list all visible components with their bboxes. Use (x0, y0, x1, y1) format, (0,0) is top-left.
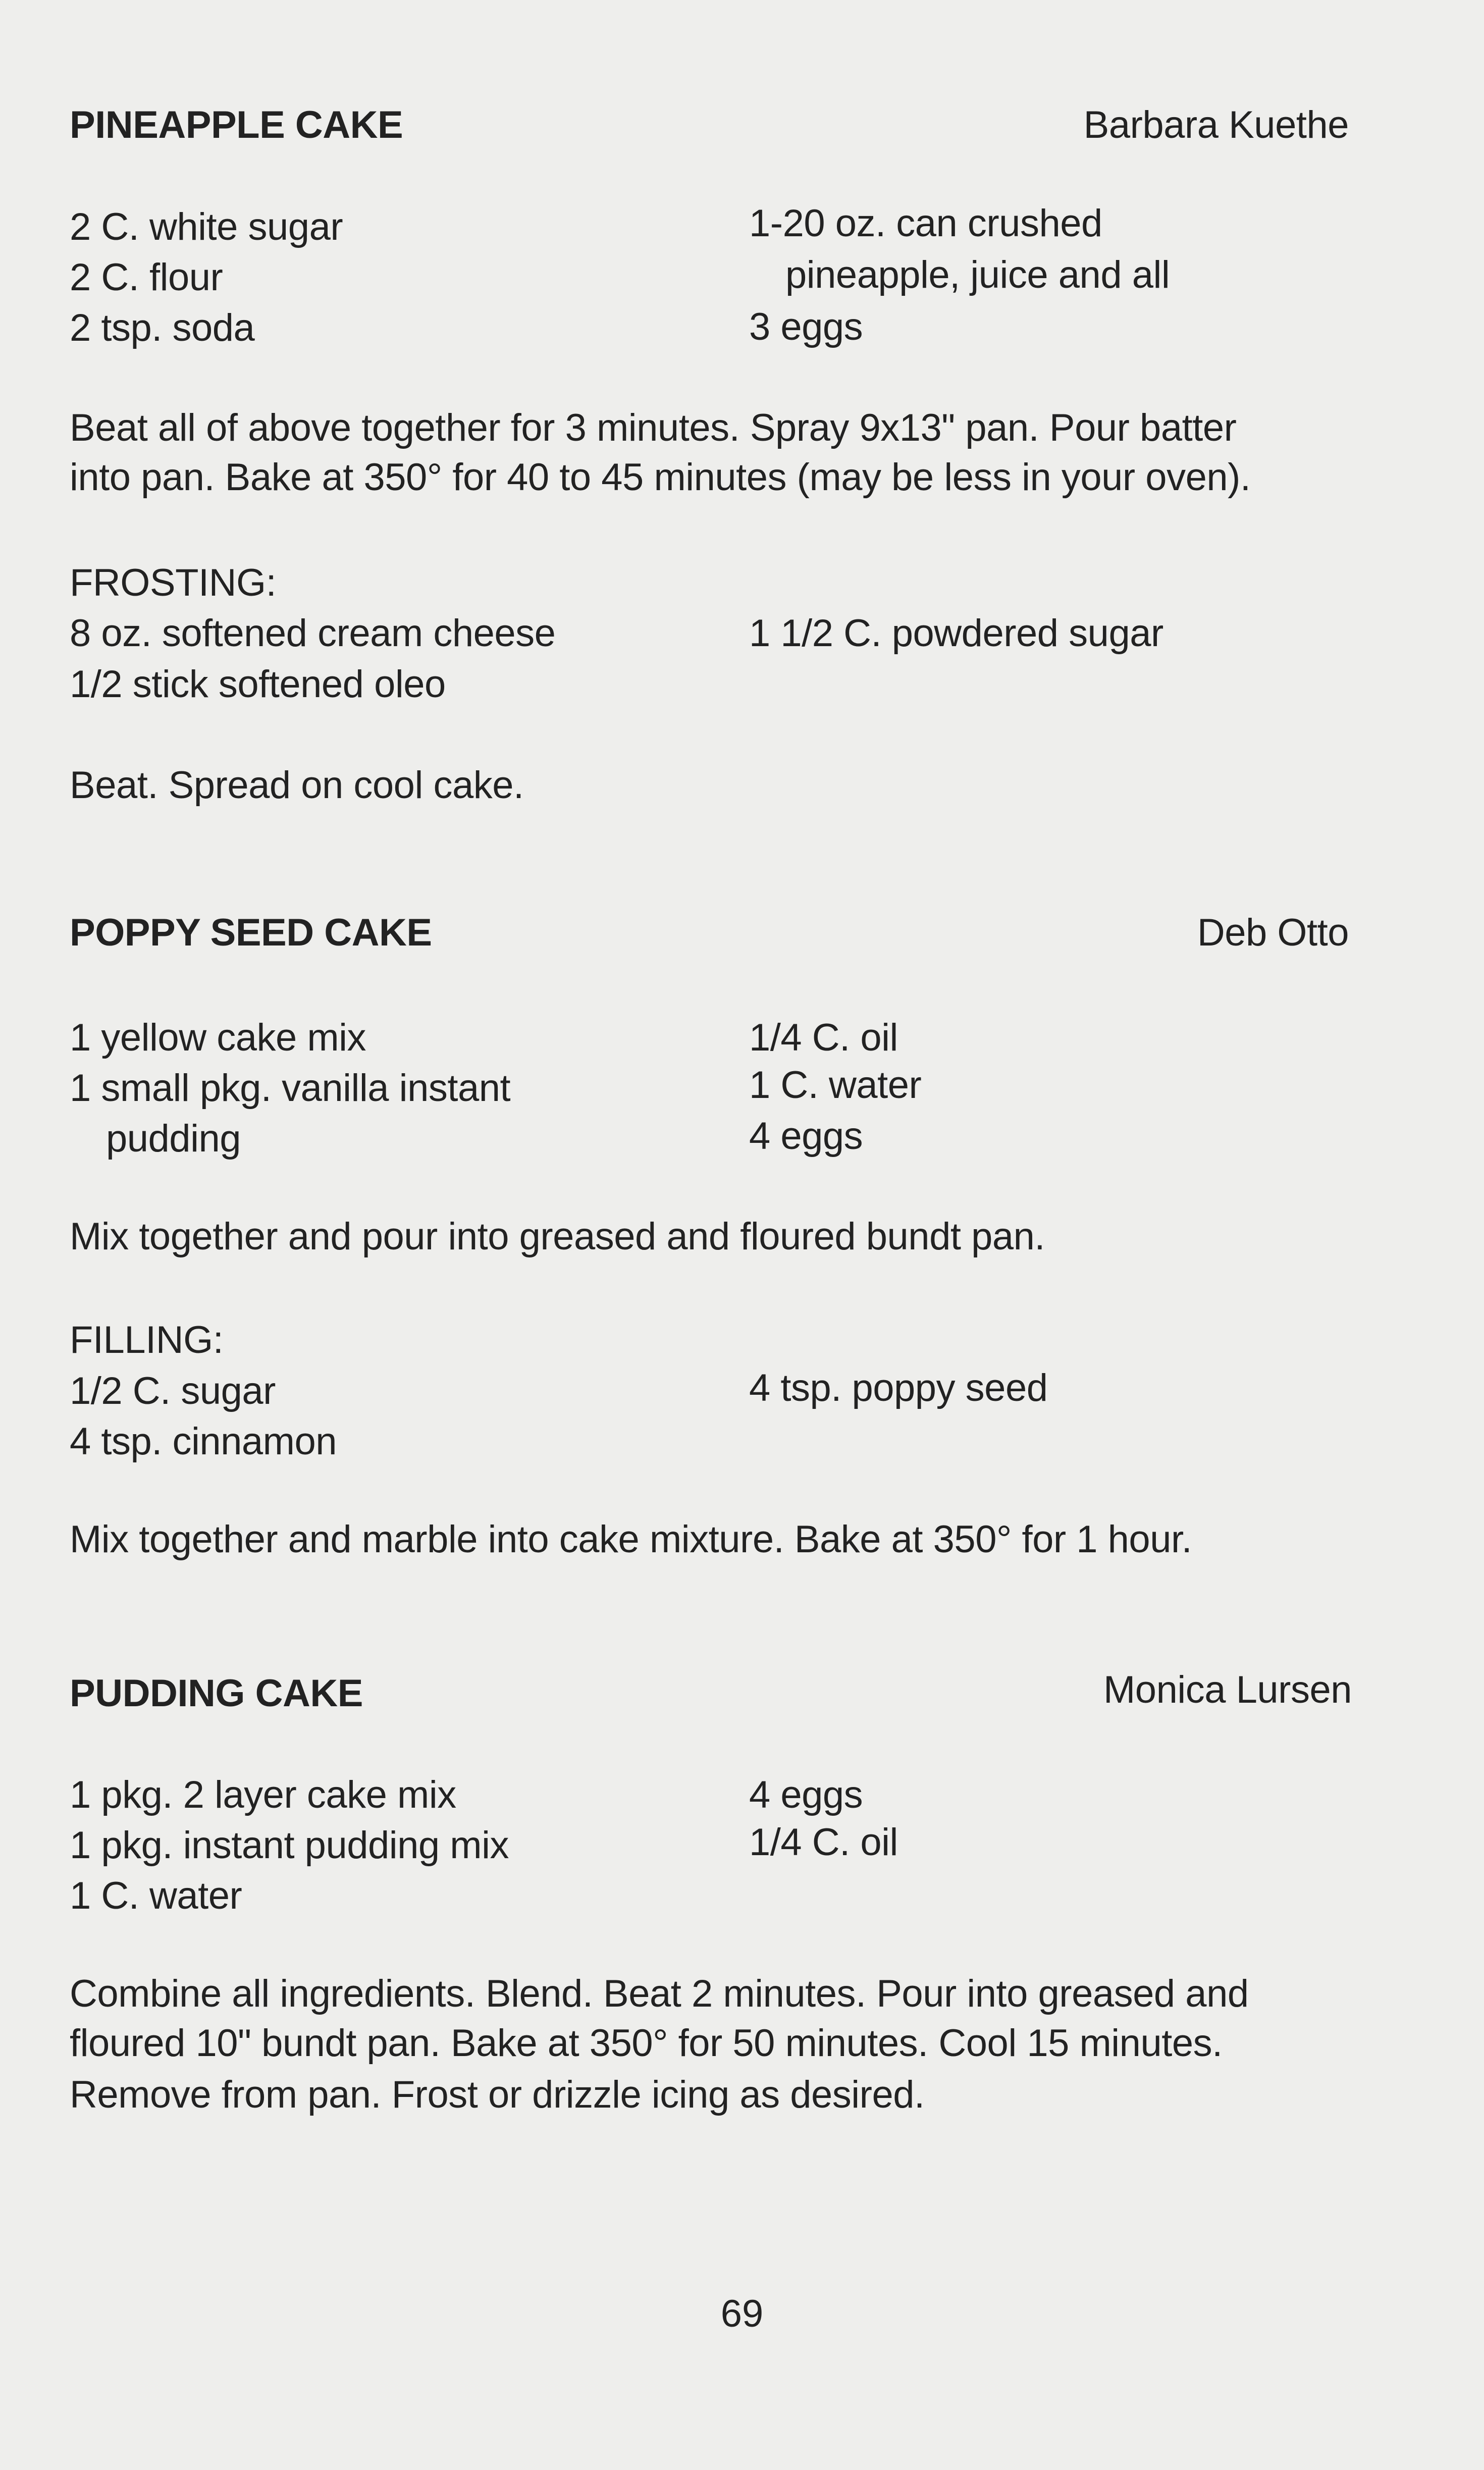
directions-line: Combine all ingredients. Blend. Beat 2 minutes. Pour into greased and (70, 1972, 1249, 2015)
directions-line: floured 10" bundt pan. Bake at 350° for 50 minutes. Cool 15 minutes. (70, 2022, 1223, 2065)
directions-line: Remove from pan. Frost or drizzle icing as desired. (70, 2073, 925, 2116)
ingredient: pineapple, juice and all (785, 253, 1170, 296)
ingredient: 3 eggs (749, 305, 863, 348)
ingredient: 2 C. flour (70, 256, 223, 299)
ingredient: 1/4 C. oil (749, 1821, 898, 1864)
ingredient: 4 tsp. cinnamon (70, 1420, 337, 1463)
page-number: 69 (720, 2292, 764, 2335)
ingredient: 1/2 stick softened oleo (70, 663, 446, 706)
recipe-author: Barbara Kuethe (1083, 103, 1349, 146)
ingredient: 1 pkg. instant pudding mix (70, 1824, 509, 1867)
recipe-title: PINEAPPLE CAKE (70, 103, 403, 146)
recipe-title: PUDDING CAKE (70, 1672, 363, 1715)
recipe-title: POPPY SEED CAKE (70, 911, 432, 954)
directions-line: into pan. Bake at 350° for 40 to 45 minutes (may be less in your oven). (70, 456, 1251, 499)
ingredient: pudding (106, 1117, 241, 1160)
ingredient: 1 1/2 C. powdered sugar (749, 612, 1163, 655)
recipe-author: Deb Otto (1197, 911, 1349, 954)
ingredient: 4 eggs (749, 1115, 863, 1158)
ingredient: 4 tsp. poppy seed (749, 1367, 1048, 1409)
section-heading: FILLING: (70, 1319, 224, 1361)
ingredient: 1 yellow cake mix (70, 1016, 366, 1059)
directions-line: Mix together and marble into cake mixture. Bake at 350° for 1 hour. (70, 1518, 1192, 1561)
ingredient: 1 C. water (749, 1064, 922, 1107)
ingredient: 2 tsp. soda (70, 306, 255, 349)
ingredient: 1 C. water (70, 1874, 242, 1917)
ingredient: 8 oz. softened cream cheese (70, 612, 556, 655)
ingredient: 2 C. white sugar (70, 205, 343, 248)
directions-line: Beat. Spread on cool cake. (70, 764, 524, 807)
ingredient: 1-20 oz. can crushed (749, 202, 1102, 245)
directions-line: Mix together and pour into greased and floured bundt pan. (70, 1215, 1045, 1258)
ingredient: 1/4 C. oil (749, 1016, 898, 1059)
ingredient: 1 small pkg. vanilla instant (70, 1067, 511, 1110)
recipe-author: Monica Lursen (1103, 1668, 1352, 1711)
ingredient: 1/2 C. sugar (70, 1370, 276, 1412)
ingredient: 1 pkg. 2 layer cake mix (70, 1773, 456, 1816)
directions-line: Beat all of above together for 3 minutes. Spray 9x13" pan. Pour batter (70, 406, 1237, 449)
section-heading: FROSTING: (70, 561, 277, 604)
ingredient: 4 eggs (749, 1773, 863, 1816)
